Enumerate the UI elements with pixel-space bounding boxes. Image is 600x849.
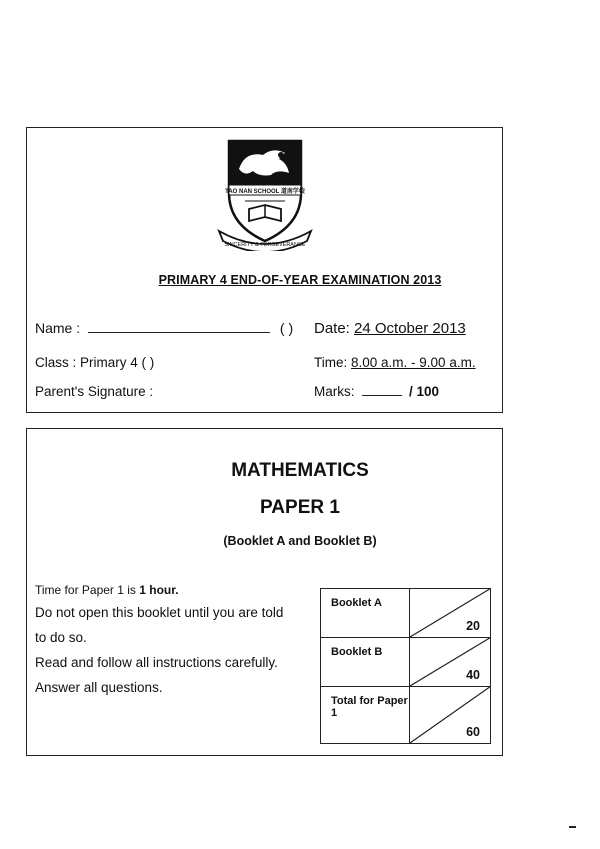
booklet-a-max: 20 — [466, 619, 480, 633]
page-mark — [569, 826, 576, 828]
booklet-a-label: Booklet A — [321, 589, 410, 638]
booklet-b-max: 40 — [466, 668, 480, 682]
instruction-time-bold: 1 hour. — [139, 583, 179, 597]
name-field[interactable] — [35, 320, 293, 336]
booklet-a-score-cell[interactable] — [410, 589, 491, 638]
instruction-line: Answer all questions. — [35, 680, 163, 695]
exam-title: PRIMARY 4 END-OF-YEAR EXAMINATION 2013 — [158, 273, 442, 287]
register-number-bracket: ( ) — [279, 320, 294, 336]
time-value: 8.00 a.m. - 9.00 a.m. — [351, 355, 476, 370]
name-blank[interactable] — [88, 332, 270, 333]
paper-title: PAPER 1 — [260, 497, 340, 518]
date-label: Date: — [314, 320, 350, 337]
marks-label: Marks: — [314, 384, 355, 399]
crest-motto-text: SINCERITY & PERSEVERANCE — [224, 242, 306, 248]
marks-table — [320, 588, 491, 744]
table-row — [321, 589, 491, 638]
booklets-note: (Booklet A and Booklet B) — [223, 534, 377, 548]
total-max: 60 — [466, 725, 480, 739]
instruction-time-prefix: Time for Paper 1 is — [35, 583, 140, 597]
marks-blank[interactable] — [362, 395, 402, 396]
crest-name-text: TAO NAN SCHOOL 道南学校 — [225, 189, 305, 195]
instruction-time — [35, 583, 179, 597]
booklet-b-label: Booklet B — [321, 638, 410, 687]
total-score-cell[interactable] — [410, 687, 491, 744]
table-row — [321, 687, 491, 744]
school-crest-logo — [215, 133, 315, 251]
date-field — [314, 320, 466, 337]
date-value: 24 October 2013 — [354, 320, 466, 337]
class-label: Class : Primary 4 ( ) — [35, 355, 155, 370]
table-row — [321, 638, 491, 687]
instruction-line: Read and follow all instructions carefully. — [35, 655, 278, 670]
time-field — [314, 355, 476, 370]
marks-total: / 100 — [409, 384, 440, 399]
instruction-line: Do not open this booklet until you are told — [35, 605, 284, 620]
time-label: Time: — [314, 355, 348, 370]
instruction-line: to do so. — [35, 630, 87, 645]
booklet-b-score-cell[interactable] — [410, 638, 491, 687]
total-label: Total for Paper 1 — [321, 687, 410, 744]
subject-title: MATHEMATICS — [231, 460, 369, 481]
name-label: Name : — [35, 320, 81, 336]
signature-field — [35, 384, 153, 399]
signature-label: Parent's Signature : — [35, 384, 154, 399]
marks-field — [314, 384, 439, 399]
class-field — [35, 355, 154, 370]
